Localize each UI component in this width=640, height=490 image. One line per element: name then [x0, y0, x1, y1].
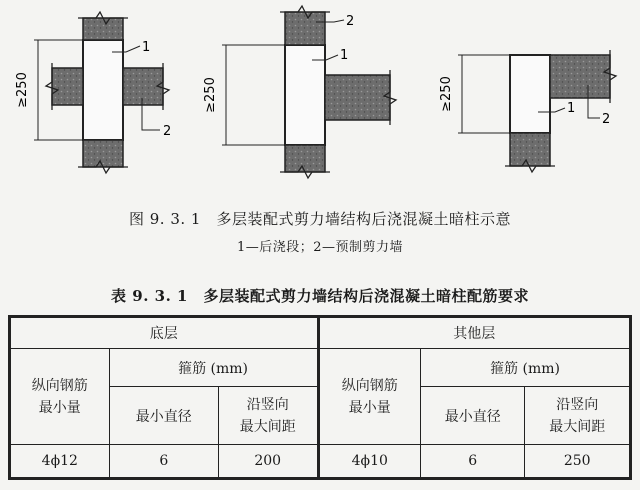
group-header-other-floors: 其他层 — [318, 317, 631, 349]
dimension-label: ≥250 — [15, 72, 30, 108]
post-cast-segment — [83, 40, 123, 140]
stirrup-header: 箍筋 (mm) — [109, 349, 318, 387]
precast-wall-bottom — [510, 133, 550, 166]
precast-wall-right — [325, 75, 390, 120]
dimension-label: ≥250 — [203, 77, 218, 113]
precast-wall-bottom — [285, 145, 325, 172]
cell-long-rebar-ground: 4ϕ12 — [10, 445, 110, 479]
cell-max-spacing-other: 250 — [525, 445, 631, 479]
precast-wall-bottom — [83, 140, 123, 167]
group-header-ground-floor: 底层 — [10, 317, 319, 349]
precast-wall-right — [550, 55, 610, 98]
rebar-requirements-table — [8, 315, 632, 480]
table-title: 表 9. 3. 1 多层装配式剪力墙结构后浇混凝土暗柱配筋要求 — [111, 287, 529, 305]
precast-wall-top — [285, 12, 325, 45]
table-row — [10, 317, 631, 349]
callout-1: 1 — [340, 48, 349, 63]
post-cast-segment — [510, 55, 550, 133]
precast-wall-top — [83, 18, 123, 40]
max-spacing-header: 沿竖向 最大间距 — [218, 387, 318, 445]
precast-wall-left — [52, 68, 83, 105]
post-cast-column-diagram — [0, 0, 640, 205]
l-joint-drawing — [439, 50, 616, 172]
max-spacing-header: 沿竖向 最大间距 — [525, 387, 631, 445]
t-joint-drawing — [203, 6, 396, 178]
dimension-label: ≥250 — [439, 76, 454, 112]
min-diameter-header: 最小直径 — [109, 387, 218, 445]
callout-2: 2 — [346, 14, 355, 29]
table-row — [10, 349, 631, 387]
callout-1: 1 — [142, 40, 151, 55]
cross-joint-drawing — [15, 12, 171, 173]
figure-legend: 1—后浇段；2—预制剪力墙 — [236, 240, 404, 255]
stirrup-header: 箍筋 (mm) — [421, 349, 631, 387]
cell-min-diameter-other: 6 — [421, 445, 525, 479]
long-rebar-header: 纵向钢筋 最小量 — [318, 349, 421, 445]
callout-2: 2 — [602, 112, 611, 127]
table-row — [10, 445, 631, 479]
min-diameter-header: 最小直径 — [421, 387, 525, 445]
cell-max-spacing-ground: 200 — [218, 445, 318, 479]
cell-min-diameter-ground: 6 — [109, 445, 218, 479]
cell-long-rebar-other: 4ϕ10 — [318, 445, 421, 479]
callout-1: 1 — [567, 101, 576, 116]
long-rebar-header: 纵向钢筋 最小量 — [10, 349, 110, 445]
figure-caption: 图 9. 3. 1 多层装配式剪力墙结构后浇混凝土暗柱示意 — [129, 210, 511, 228]
callout-2: 2 — [163, 124, 172, 139]
